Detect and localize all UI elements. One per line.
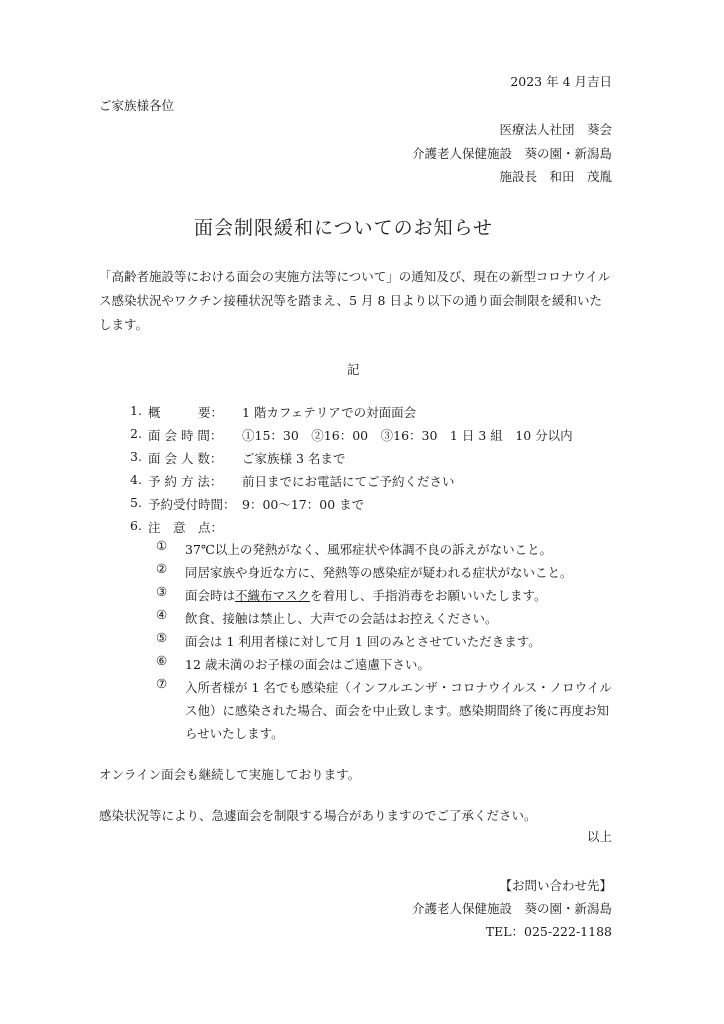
list-item	[130, 449, 345, 467]
list-item	[130, 403, 416, 421]
item-label: 予約受付時間：	[148, 497, 236, 512]
item-number: 1.	[130, 403, 142, 418]
item-value: ①15：30 ②16：00 ③16：30 1 日 3 組 10 分以内	[242, 428, 573, 443]
page-title: 面会制限緩和についてのお知らせ	[194, 217, 494, 239]
item-number: 4.	[130, 472, 142, 487]
item-label: 面 会 人 数：	[148, 451, 223, 466]
note-item	[156, 676, 616, 745]
note-item	[156, 653, 616, 676]
note-text-pre: 面会時は	[185, 588, 236, 603]
restriction-note: 感染状況等により、急遽面会を制限する場合がありますのでご了承ください。	[99, 808, 537, 823]
item-value: ご家族様 3 名まで	[242, 451, 346, 466]
note-item	[156, 607, 616, 630]
mask-emphasis: 不織布マスク	[235, 588, 311, 603]
item-number: 6.	[130, 518, 142, 533]
list-item	[130, 426, 573, 444]
note-mark: ⑤	[156, 630, 168, 645]
recipient: ご家族様各位	[99, 98, 175, 113]
contact-heading: 【お問い合わせ先】	[499, 878, 612, 893]
note-item	[156, 584, 616, 607]
sender-organization: 医療法人社団 葵会	[499, 122, 612, 137]
note-mark: ①	[156, 538, 168, 553]
sender-director: 施設長 和田 茂胤	[499, 169, 612, 184]
item-label: 注 意 点：	[148, 520, 224, 535]
note-mark: ③	[156, 584, 168, 599]
note-text	[185, 584, 547, 607]
list-item	[130, 472, 455, 490]
item-value: 前日までにお電話にてご予約ください	[242, 474, 455, 489]
sender-facility: 介護老人保健施設 葵の園・新潟島	[411, 146, 612, 161]
item-number: 3.	[130, 449, 142, 464]
note-mark: ⑥	[156, 653, 168, 668]
item-label: 概 要：	[148, 405, 224, 420]
item-value: 9：00～17：00 まで	[242, 497, 365, 512]
contact-tel: TEL：025-222-1188	[485, 924, 612, 939]
note-mark: ④	[156, 607, 168, 622]
list-item	[130, 495, 364, 513]
note-item	[156, 630, 616, 653]
item-number: 5.	[130, 495, 142, 510]
issue-date: 2023 年 4 月吉日	[510, 74, 612, 89]
note-text: 入所者様が 1 名でも感染症（インフルエンザ・コロナウイルス・ノロウイルス他）に感染された場合、面会を中止致します。感染期間終了後に再度お知らせいたします。	[185, 680, 612, 741]
note-mark: ⑦	[156, 676, 168, 691]
item-label: 面 会 時 間：	[148, 428, 223, 443]
note-item	[156, 538, 616, 561]
item-label: 予 約 方 法：	[148, 474, 223, 489]
ki-heading: 記	[347, 362, 360, 377]
note-text: 面会は 1 利用者様に対して月 1 回のみとさせていただきます。	[185, 634, 541, 649]
list-item	[130, 518, 242, 536]
contact-facility: 介護老人保健施設 葵の園・新潟島	[411, 901, 612, 916]
note-text-post: を着用し、手指消毒をお願いいたします。	[310, 588, 547, 603]
note-text: 37℃以上の発熱がなく、風邪症状や体調不良の訴えがないこと。	[185, 542, 553, 557]
item-value: 1 階カフェテリアでの対面面会	[242, 405, 417, 420]
intro-paragraph: 「高齢者施設等における面会の実施方法等について」の通知及び、現在の新型コロナウイルス感染状況やワクチン接種状況等を踏まえ、5 月 8 日より以下の通り面会制限を緩和いたします。	[99, 269, 611, 332]
closing-mark: 以上	[586, 829, 612, 844]
online-visit-note: オンライン面会も継続して実施しております。	[99, 767, 361, 782]
item-number: 2.	[130, 426, 142, 441]
note-text: 12 歳未満のお子様の面会はご遠慮下さい。	[185, 657, 430, 672]
note-text: 飲食、接触は禁止し、大声での会話はお控えください。	[185, 611, 498, 626]
note-text: 同居家族や身近な方に、発熱等の感染症が疑われる症状がないこと。	[185, 565, 573, 580]
note-mark: ②	[156, 561, 168, 576]
note-item	[156, 561, 616, 584]
